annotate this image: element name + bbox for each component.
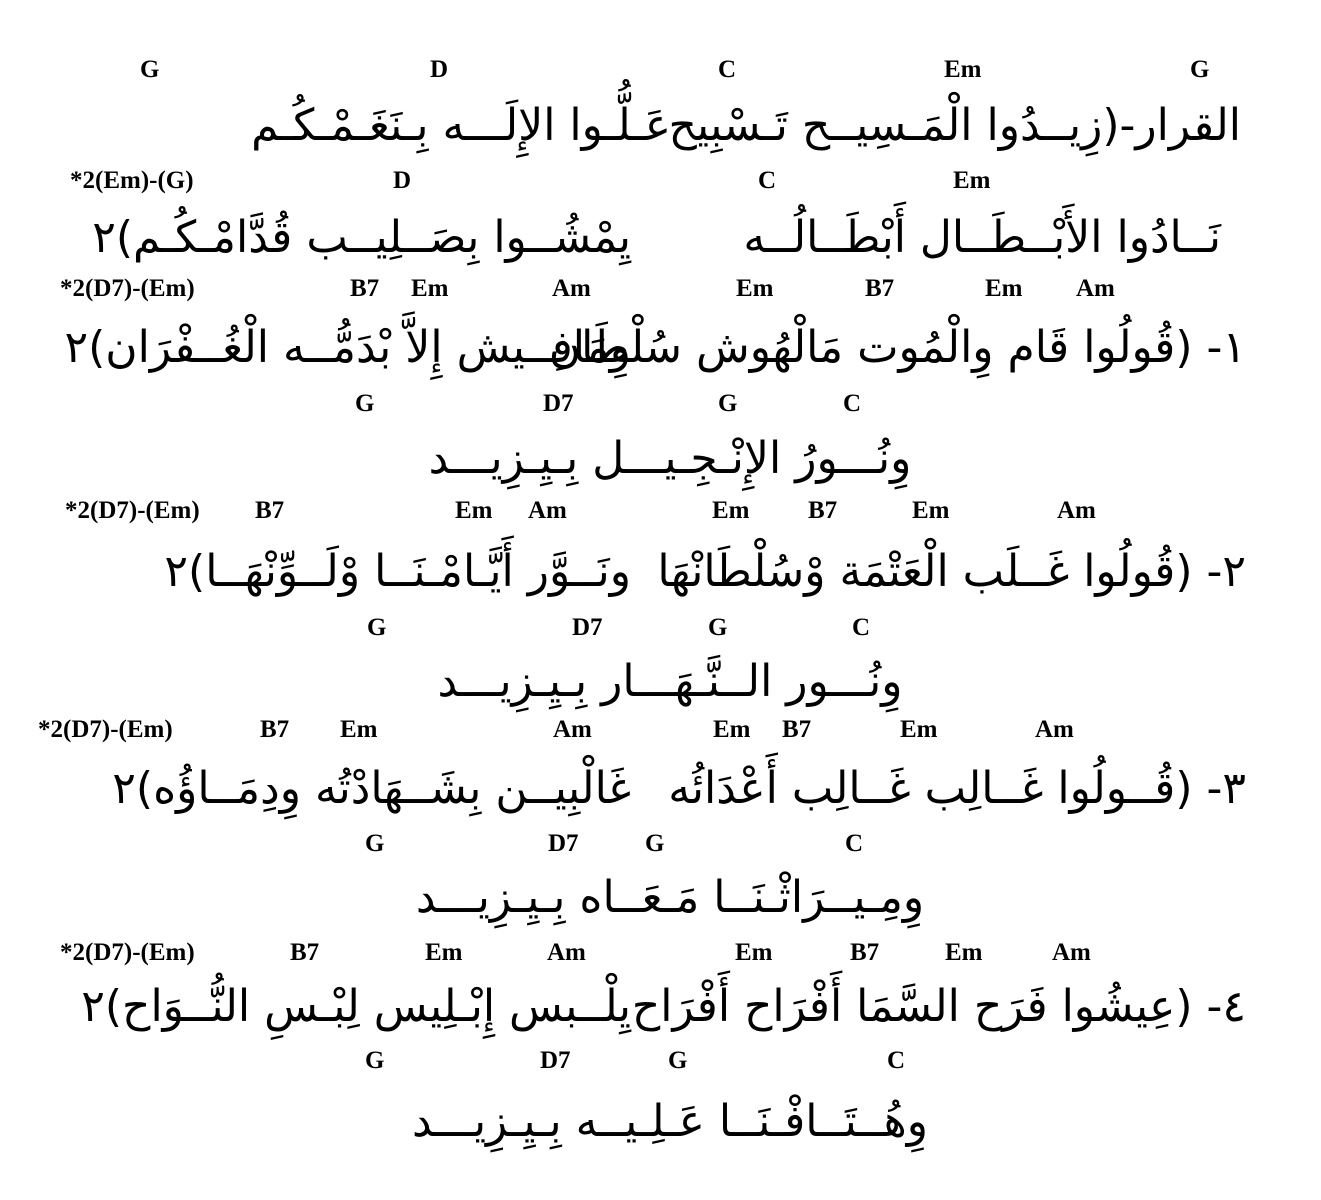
chord: Em <box>425 939 463 966</box>
chorus-lyric-2-right: نَــادُوا الأَبْــطَــال أَبْطَــالُــه <box>743 212 1221 263</box>
chord: B7 <box>350 275 380 302</box>
chord: Em <box>945 939 983 966</box>
chord: G <box>365 830 385 857</box>
chord: *2(D7)-(Em) <box>60 939 195 966</box>
chord: Em <box>912 497 950 524</box>
chord: G <box>645 830 665 857</box>
chord: B7 <box>260 716 290 743</box>
verse-line-right: ٤- (عِيشُوا فَرَح السَّمَا أَفْرَاح أَفْرَاح <box>631 981 1246 1032</box>
chord: Em <box>713 716 751 743</box>
verse-line-left: غَالْبِيــن بِشَــهَادْتُه وِدِمَــاؤُه)٢ <box>112 763 631 814</box>
chord: C <box>887 1047 906 1074</box>
chord: D7 <box>572 614 603 641</box>
chord: G <box>718 390 738 417</box>
chord: Em <box>985 275 1023 302</box>
chord: B7 <box>850 939 880 966</box>
verse-line-right: ١- (قُولُوا قَام وِالْمُوت مَالْهُوش سُلْطَان <box>548 322 1246 373</box>
chord: B7 <box>782 716 812 743</box>
verse-refrain: وِنُـــورُ الإِنْـجِـيـــل بِـيِـزِيـــد <box>428 433 912 484</box>
chord: Am <box>547 939 586 966</box>
chord: B7 <box>290 939 320 966</box>
chord: D <box>430 56 449 83</box>
chord: Am <box>1057 497 1096 524</box>
chord: *2(D7)-(Em) <box>38 716 173 743</box>
verse-line-left: يِلْــبس إِبْـلِيس لِبْـسِ النُّــوَاح)٢ <box>81 981 631 1032</box>
chord: *2(D7)-(Em) <box>65 497 200 524</box>
chord: G <box>355 390 375 417</box>
chord: D7 <box>540 1047 571 1074</box>
chord: Am <box>1076 275 1115 302</box>
verse-refrain: وِهُــتَــافْـنَــا عَـلِـيــه بِـيِـزِيـــد <box>412 1096 928 1147</box>
verse-line-right: ٣- (قُــولُوا غَــالِب غَــالِب أَعْدَائُه <box>668 763 1246 814</box>
chord: Am <box>553 716 592 743</box>
chord: G <box>1190 56 1210 83</box>
verse-line-right: ٢- (قُولُوا غَــلَب الْعَتْمَة وْسُلْطَانْهَا <box>657 546 1246 597</box>
chorus-lyric-2-left: يِمْشُــوا بِصَــلِيــب قُدَّامْـكُـم)٢ <box>92 212 631 263</box>
chord: Em <box>735 939 773 966</box>
chorus-lyric-1-right: القرار-(زِيــدُوا الْمَـسِيــح تَـسْبِيح <box>668 100 1241 151</box>
chord: Am <box>552 275 591 302</box>
chord: Em <box>953 167 991 194</box>
chord: Em <box>712 497 750 524</box>
chord: Em <box>411 275 449 302</box>
chord: Em <box>340 716 378 743</box>
verse-line-left: ونَــوَّر أَيَّـامْـنَــا وْلَــوِّنْهَــا)٢ <box>164 546 631 597</box>
chord: B7 <box>808 497 838 524</box>
chord: G <box>668 1047 688 1074</box>
chord: Em <box>455 497 493 524</box>
verse-refrain: وِنُـــور الــنَّـهَـــار بِـيِـزِيـــد <box>437 656 903 707</box>
chord: D7 <box>543 390 574 417</box>
verse-refrain: وِمِـيــرَاثْـنَــا مَـعَــاه بِـيِـزِيـــد <box>415 872 925 923</box>
chord: G <box>365 1047 385 1074</box>
chord: C <box>845 830 864 857</box>
chord: *2(D7)-(Em) <box>60 275 195 302</box>
chord: D <box>393 167 412 194</box>
chorus-lyric-1-left: عَـلُّـوا الإِلَـــه بِـنَغَـمْـكُـم <box>251 100 671 151</box>
chord: *2(Em)-(G) <box>70 167 194 194</box>
chord: C <box>758 167 777 194</box>
chord: G <box>367 614 387 641</box>
chord: Am <box>1052 939 1091 966</box>
chord: G <box>708 614 728 641</box>
chord: C <box>852 614 871 641</box>
chord: B7 <box>865 275 895 302</box>
chord: G <box>140 56 160 83</box>
chord: C <box>718 56 737 83</box>
chord: Am <box>528 497 567 524</box>
chord: Em <box>944 56 982 83</box>
chord: C <box>843 390 862 417</box>
chord: B7 <box>255 497 285 524</box>
chord: Em <box>900 716 938 743</box>
chord: Am <box>1035 716 1074 743</box>
chord: D7 <box>548 830 579 857</box>
chord: Em <box>736 275 774 302</box>
verse-line-left: وِمَافِــيش إِلاَّ بْدَمُّــه الْغُــفْرَان)٢ <box>64 322 631 373</box>
